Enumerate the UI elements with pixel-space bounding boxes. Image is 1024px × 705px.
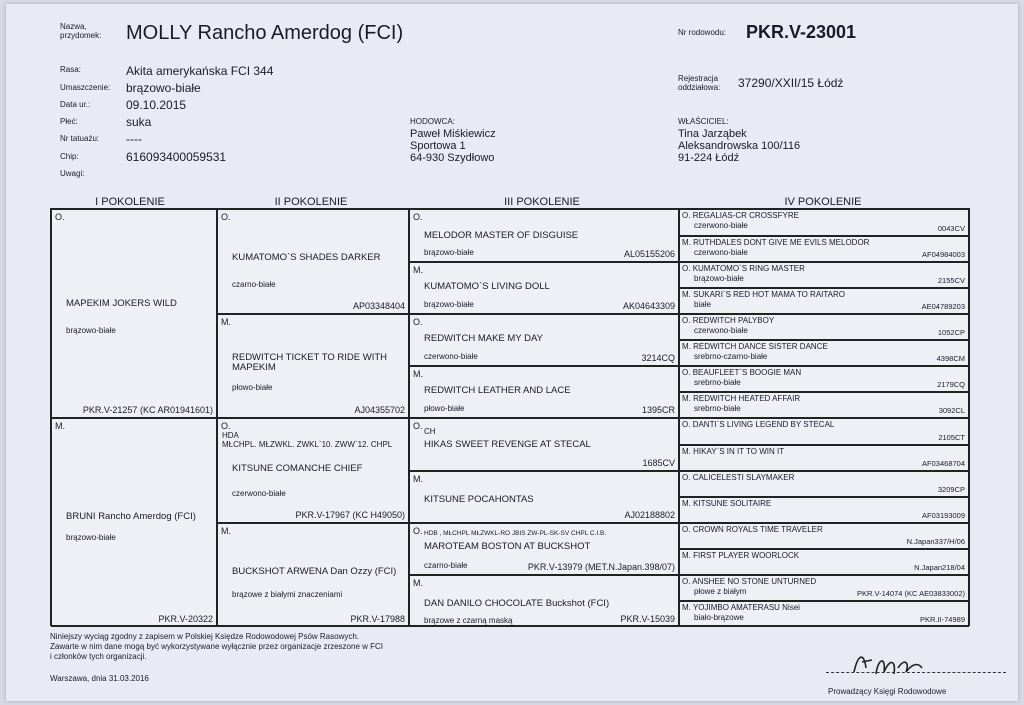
gen4-13-reg: N.Japan337/H/06 (906, 537, 965, 546)
gen4-9-reg: 2105CT (938, 433, 965, 442)
gen4-10-role: M. (682, 447, 691, 456)
gen4-6-name: REDWITCH DANCE SISTER DANCE (693, 342, 828, 351)
gen3-4-reg: 1395CR (641, 405, 675, 415)
gen3-1-name: MELODOR MASTER OF DISGUISE (424, 230, 579, 241)
gen4-9 (679, 418, 969, 445)
gen4-9-name: DANTI`S LIVING LEGEND BY STECAL (692, 420, 835, 429)
gen2-ss (217, 209, 409, 314)
issue-place-date: Warszawa, dnia 31.03.2016 (50, 674, 149, 683)
name-label-line2: przydomek: (60, 31, 102, 40)
gen1-dam-name: BRUNI Rancho Amerdog (FCI) (66, 511, 196, 522)
gen3-7-role: O. (413, 526, 423, 536)
gen4-16-role: M. (682, 603, 691, 612)
gen4-14 (679, 549, 969, 575)
gen3-3 (409, 314, 679, 366)
gen3-5-role: O. (413, 421, 423, 431)
gen4-16-reg: PKR.II-74989 (919, 615, 965, 624)
gen2-ss-role: O. (221, 212, 231, 222)
name-label-line1: Nazwa, (60, 22, 87, 31)
breeder-name: Paweł Miśkiewicz (410, 128, 496, 140)
gen3-6-reg: AJ02188802 (624, 510, 675, 520)
gen2-ds-name: KITSUNE COMANCHE CHIEF (232, 463, 363, 474)
gen4-15-color: płowe z białym (694, 587, 747, 596)
signature-caption: Prowadzący Księgi Rodowodowe (828, 687, 947, 696)
sex-value: suka (126, 115, 152, 129)
gen4-8 (679, 392, 969, 418)
gen3-6-role: M. (413, 474, 423, 484)
gen3-4-role: M. (413, 369, 423, 379)
gen4-14-role: M. (682, 551, 691, 560)
gen4-9-role: O. (682, 420, 691, 429)
gen2-sd-reg: AJ04355702 (354, 405, 405, 415)
gen3-8-name: DAN DANILO CHOCOLATE Buckshot (FCI) (424, 598, 610, 609)
gen3-3-color: czerwono-białe (424, 352, 478, 361)
gen3-2-color: brązowo-białe (424, 300, 474, 309)
gen3-7-name: MAROTEAM BOSTON AT BUCKSHOT (424, 541, 591, 552)
gen4-12-name: KITSUNE SOLITAIRE (693, 499, 772, 508)
gen4-5-color: czerwono-białe (694, 326, 748, 335)
gen2-dd-role: M. (221, 526, 231, 536)
dog-name: MOLLY Rancho Amerdog (FCI) (126, 22, 404, 44)
gen4-2-role: M. (682, 238, 691, 247)
gen3-2 (409, 262, 679, 314)
gen4-5-name: REDWITCH PALYBOY (692, 316, 775, 325)
gen4-6-role: M. (682, 342, 691, 351)
gen2-ds-role: O. (221, 421, 231, 431)
gen4-6-color: srebrno-czarno-białe (694, 352, 768, 361)
gen4-8-reg: 3092CL (938, 406, 965, 415)
chip-value: 616093400059531 (126, 150, 227, 164)
breeder-label: HODOWCA: (410, 117, 455, 126)
gen3-2-reg: AK04643309 (622, 301, 675, 311)
gen2-ss-color: czarno-białe (232, 280, 276, 289)
gen4-15-reg: PKR.V-14074 (KC AE03833002) (857, 589, 965, 598)
footer-line3: i członków tych organizacji. (50, 652, 147, 661)
gen4-1-reg: 0043CV (937, 224, 965, 233)
gen4-5-role: O. (682, 316, 691, 325)
gen4-13 (679, 523, 969, 549)
gen4-13-role: O. (682, 525, 691, 534)
gen4-7-name: BEAUFLEET`S BOOGIE MAN (692, 368, 802, 377)
generation-1-header: I POKOLENIE (50, 196, 210, 209)
footer-note (50, 632, 383, 662)
gen4-3 (679, 262, 969, 288)
gen4-10 (679, 445, 969, 471)
gen2-sd-role: M. (221, 317, 231, 327)
coat-label: Umaszczenie: (60, 83, 111, 92)
gen4-8-color: srebrno-białe (694, 404, 741, 413)
gen3-5-name: HIKAS SWEET REVENGE AT STECAL (424, 439, 591, 450)
tattoo-value: ---- (126, 132, 142, 146)
gen3-4-name: REDWITCH LEATHER AND LACE (424, 385, 571, 396)
branch-label-line1: Rejestracja (678, 74, 719, 83)
chip-label: Chip: (60, 152, 79, 161)
gen3-4-color: płowo-białe (424, 404, 465, 413)
gen4-1-name: REGALIAS-CR CROSSFYRE (692, 211, 799, 220)
gen2-dd-name: BUCKSHOT ARWENA Dan Ozzy (FCI) (232, 566, 397, 577)
gen4-2-name: RUTHDALES DONT GIVE ME EVILS MELODOR (693, 238, 870, 247)
gen2-ss-reg: AP03348404 (352, 301, 405, 311)
gen3-6 (409, 471, 679, 523)
remarks-label: Uwagi: (60, 169, 85, 178)
gen4-7-reg: 2179CQ (937, 380, 965, 389)
gen4-5-reg: 1052CP (937, 328, 965, 337)
gen1-dam (51, 418, 217, 627)
tattoo-label: Nr tatuażu: (60, 134, 100, 143)
gen2-ds-color: czerwono-białe (232, 489, 286, 498)
pedigree-certificate (6, 4, 1018, 701)
gen4-5 (679, 314, 969, 340)
owner-label: WŁAŚCICIEL: (678, 117, 729, 126)
gen4-10-reg: AF03468704 (922, 459, 965, 468)
coat-value: brązowo-białe (126, 81, 201, 95)
gen3-4 (409, 366, 679, 418)
gen4-4-reg: AE04789203 (921, 302, 965, 311)
gen4-16-name: YOJIMBO AMATERASU Nisei (692, 603, 800, 612)
branch-registration-label (678, 74, 720, 92)
gen2-dd-color: brązowe z białymi znaczeniami (232, 590, 343, 599)
gen4-11-name: CALICELESTI SLAYMAKER (692, 473, 795, 482)
gen4-1-color: czerwono-białe (694, 221, 748, 230)
gen3-1-color: brązowo-białe (424, 248, 474, 257)
gen2-ds-title2: MŁCHPL. MŁZWKL. ZWKL`10. ZWW`12. CHPL (222, 440, 393, 449)
gen2-ds-title1: HDA (222, 431, 239, 440)
gen4-8-role: M. (682, 394, 691, 403)
gen4-6 (679, 340, 969, 366)
gen3-3-reg: 3214CQ (641, 353, 675, 363)
breeder-street: Sportowa 1 (410, 140, 466, 152)
gen4-4-role: M. (682, 290, 691, 299)
gen4-7-color: srebrno-białe (694, 378, 741, 387)
gen1-sire (51, 209, 217, 418)
gen4-4-color: białe (694, 300, 711, 309)
gen3-8 (409, 575, 679, 627)
gen2-ss-name: KUMATOMO`S SHADES DARKER (232, 252, 381, 263)
owner-block (678, 128, 800, 164)
gen4-3-reg: 2155CV (937, 276, 965, 285)
gen4-7 (679, 366, 969, 392)
gen3-3-role: O. (413, 317, 423, 327)
gen3-2-role: M. (413, 265, 423, 275)
branch-registration-value: 37290/XXII/15 Łódź (738, 76, 844, 90)
gen4-1-role: O. (682, 211, 691, 220)
gen4-13-name: CROWN ROYALS TIME TRAVELER (692, 525, 823, 534)
gen4-11-reg: 3209CP (937, 485, 965, 494)
gen3-1-role: O. (413, 212, 423, 222)
gen4-6-reg: 4398CM (936, 354, 965, 363)
gen2-dd-reg: PKR.V-17988 (350, 614, 405, 624)
gen4-3-role: O. (682, 264, 691, 273)
gen4-14-name: FIRST PLAYER WOORLOCK (693, 551, 800, 560)
gen2-ds-reg: PKR.V-17967 (KC H49050) (295, 510, 405, 520)
gen3-7-title: HDB , MŁCHPL MŁZWKL-RO JBIS ZW-PL-SK-SV CHPL C.I.B. (424, 530, 607, 537)
sex-label: Płeć: (60, 117, 78, 126)
gen4-3-name: KUMATOMO`S RING MASTER (692, 264, 805, 273)
owner-name: Tina Jarząbek (678, 128, 747, 140)
gen4-12-reg: AF03193009 (922, 511, 965, 520)
gen1-sire-role: O. (55, 212, 65, 222)
gen4-2-color: czerwono-białe (694, 248, 748, 257)
gen2-sd-name: REDWITCH TICKET TO RIDE WITH MAPEKIM (232, 352, 387, 373)
gen4-4-name: SUKARI`S RED HOT MAMA TO RAITARO (693, 290, 845, 299)
gen3-6-name: KITSUNE POCAHONTAS (424, 494, 534, 505)
gen2-ds (217, 418, 409, 523)
footer-line2: Zawarte w nim dane mogą być wykorzystywane wyłącznie przez organizacje zrzeszone w FCI (50, 642, 384, 651)
registration-number-label: Nr rodowodu: (678, 28, 727, 37)
gen1-sire-name: MAPEKIM JOKERS WILD (66, 298, 177, 309)
breed-value: Akita amerykańska FCI 344 (126, 64, 274, 78)
birthdate-label: Data ur.: (60, 100, 91, 109)
gen4-11-role: O. (682, 473, 691, 482)
gen3-1-reg: AL05155206 (623, 249, 675, 259)
registration-number: PKR.V-23001 (746, 22, 857, 42)
owner-street: Aleksandrowska 100/116 (678, 140, 801, 152)
gen3-8-color: brązowe z czarną maską (424, 616, 513, 625)
gen4-2 (679, 236, 969, 262)
gen3-7-reg: PKR.V-13979 (MET.N.Japan.398/07) (527, 562, 675, 572)
gen4-11 (679, 471, 969, 497)
gen1-sire-reg: PKR.V-21257 (KC AR01941601) (82, 405, 213, 415)
gen3-7-color: czarno-białe (424, 561, 468, 570)
gen3-5 (409, 418, 679, 471)
gen4-16-color: biało-brązowe (694, 613, 744, 622)
breed-label: Rasa: (60, 65, 81, 74)
gen2-sd-color: płowo-białe (232, 383, 273, 392)
breeder-block (410, 128, 496, 164)
gen1-dam-role: M. (55, 421, 65, 431)
gen1-dam-color: brązowo-białe (66, 533, 116, 542)
generation-4-header: IV POKOLENIE (678, 196, 968, 209)
birthdate-value: 09.10.2015 (126, 98, 187, 112)
gen3-1 (409, 209, 679, 262)
gen2-sd (217, 314, 409, 418)
signature-image (846, 644, 936, 680)
owner-city: 91-224 Łódź (678, 152, 740, 164)
gen4-15 (679, 575, 969, 601)
breeder-city: 64-930 Szydłowo (410, 152, 495, 164)
gen4-16 (679, 601, 969, 627)
gen4-14-reg: N.Japan218/04 (914, 563, 965, 572)
gen4-15-role: O. (682, 577, 691, 586)
branch-label-line2: oddziałowa: (678, 83, 721, 92)
gen1-dam-reg: PKR.V-20322 (158, 614, 213, 624)
gen4-15-name: ANSHEE NO STONE UNTURNED (692, 577, 817, 586)
pedigree-table (50, 208, 970, 626)
generation-2-header: II POKOLENIE (216, 196, 406, 209)
footer-line1: Niniejszy wyciąg zgodny z zapisem w Polskiej Księdze Rodowodowej Psów Rasowych. (50, 632, 360, 641)
gen4-7-role: O. (682, 368, 691, 377)
gen3-7 (409, 523, 679, 575)
name-label (60, 22, 101, 40)
gen3-3-name: REDWITCH MAKE MY DAY (424, 333, 543, 344)
gen4-12 (679, 497, 969, 523)
gen3-5-title: CH (424, 427, 436, 436)
gen3-5-reg: 1685CV (642, 458, 675, 468)
gen2-dd (217, 523, 409, 627)
signature-line (826, 672, 1006, 673)
gen4-8-name: REDWITCH HEATED AFFAIR (693, 394, 801, 403)
gen3-8-role: M. (413, 578, 423, 588)
gen4-3-color: brązowo-białe (694, 274, 744, 283)
gen4-10-name: HIKAY`S IN IT TO WIN IT (693, 447, 785, 456)
gen3-8-reg: PKR.V-15039 (620, 614, 675, 624)
gen4-2-reg: AF04984003 (922, 250, 965, 259)
gen4-4 (679, 288, 969, 314)
gen4-12-role: M. (682, 499, 691, 508)
gen4-1 (679, 209, 969, 236)
gen3-2-name: KUMATOMO`S LIVING DOLL (424, 281, 550, 292)
gen1-sire-color: brązowo-białe (66, 326, 116, 335)
generation-3-header: III POKOLENIE (408, 196, 676, 209)
